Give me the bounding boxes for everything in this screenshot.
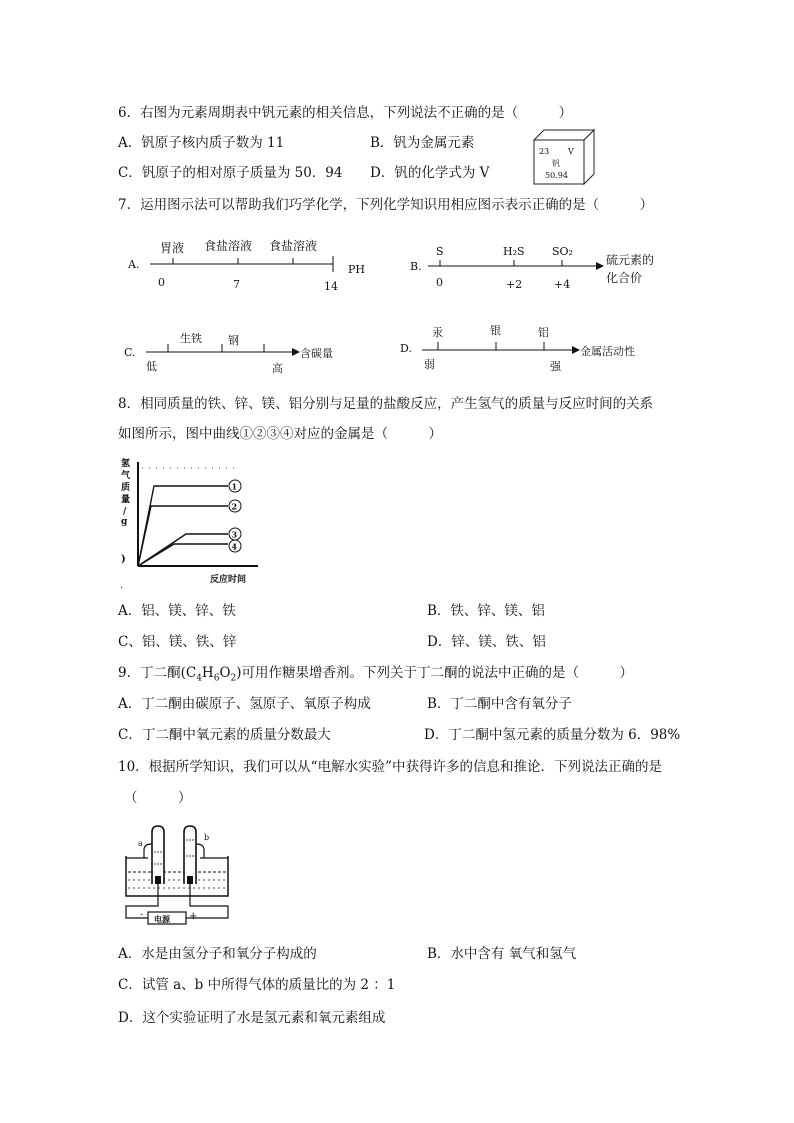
- q8-option-a[interactable]: A．铝、镁、锌、铁: [118, 603, 236, 619]
- q7b-axis-line1: 硫元素的: [606, 253, 655, 267]
- q6-option-d[interactable]: D．钒的化学式为 V: [370, 165, 490, 181]
- q7a-tick-14: 14: [324, 280, 338, 293]
- q9-h: H: [201, 665, 214, 681]
- q9-stem-post: )可用作糖果增香剂。下列关于丁二酮的说法中正确的是（ ）: [236, 665, 634, 681]
- q8-xlabel: 反应时间: [210, 575, 247, 585]
- q7b-letter: B.: [410, 260, 422, 273]
- q8-option-d[interactable]: D．锌、镁、铁、铝: [427, 634, 546, 650]
- q7-diagram-c[interactable]: [124, 328, 354, 378]
- q8-curve-3-label: 3: [231, 529, 238, 540]
- q7d-label-hg: 汞: [432, 326, 443, 339]
- element-mass: 50.94: [545, 171, 568, 180]
- q7c-end-low: 低: [146, 360, 157, 373]
- q10-stem-line2: （ ）: [124, 790, 192, 806]
- q7b-label-h2s: H₂S: [503, 245, 525, 258]
- q7a-letter: A.: [128, 258, 140, 271]
- q7d-letter: D.: [400, 342, 412, 355]
- q9-sub-o: 2: [230, 673, 237, 684]
- q8-ylabel-5: /: [123, 507, 127, 517]
- q6-option-b[interactable]: B．钒为金属元素: [370, 135, 475, 151]
- q7c-letter: C.: [124, 346, 136, 359]
- q7d-end-weak: 弱: [424, 358, 435, 371]
- q10-stem-line1: 10．根据所学知识，我们可以从“电解水实验”中获得许多的信息和推论．下列说法正确的是: [118, 759, 662, 775]
- q9-o: O: [219, 665, 231, 681]
- q6-stem: 6．右图为元素周期表中钒元素的相关信息，下列说法不正确的是（ ）: [118, 105, 573, 121]
- q9-option-b[interactable]: B．丁二酮中含有氧分子: [427, 696, 572, 712]
- q8-dot: .: [120, 580, 124, 591]
- minus-sign: -: [140, 910, 144, 920]
- q7c-end-high: 高: [272, 362, 283, 375]
- q7-diagram-a[interactable]: [128, 236, 378, 294]
- q8-hydrogen-graph: [118, 452, 278, 592]
- q7-stem: 7．运用图示法可以帮助我们巧学化学，下列化学知识用相应图示表示正确的是（ ）: [118, 197, 654, 213]
- q8-option-b[interactable]: B．铁、锌、镁、铝: [427, 603, 545, 619]
- q8-ylabel-2: 气: [121, 471, 131, 481]
- q10-option-d[interactable]: D．这个实验证明了水是氢元素和氧元素组成: [118, 1010, 386, 1026]
- q7a-label-1: 胃液: [160, 241, 185, 255]
- q8-curve-1-label: 1: [231, 481, 238, 492]
- q9-sub-c: 4: [196, 673, 202, 684]
- q7b-tick-4: +4: [554, 278, 571, 291]
- q7b-tick-0: 0: [436, 276, 443, 289]
- q7b-tick-2: +2: [506, 278, 523, 291]
- plus-sign: +: [189, 911, 198, 922]
- q8-ylabel-1: 氢: [121, 459, 131, 469]
- q7d-axis-label: 金属活动性: [580, 345, 635, 358]
- q7a-axis-label: PH: [348, 263, 365, 276]
- q8-ylabel-4: 量: [121, 495, 131, 505]
- q8-stem-line1: 8．相同质量的铁、锌、镁、铝分别与足量的盐酸反应，产生氢气的质量与反应时间的关系: [118, 396, 654, 412]
- q7a-label-3: 食盐溶液: [269, 239, 318, 253]
- q9-option-d[interactable]: D．丁二酮中氢元素的质量分数为 6．98%: [424, 727, 681, 743]
- q10-electrolysis-apparatus: [118, 822, 238, 932]
- element-symbol: V: [568, 147, 574, 156]
- q7c-label-pigiron: 生铁: [180, 332, 202, 345]
- q10-option-c[interactable]: C．试管 a、b 中所得气体的质量比的为 2 ：1: [118, 977, 396, 993]
- q7d-label-al: 铝: [538, 326, 549, 339]
- q9-sub-h: 6: [213, 673, 220, 684]
- element-name: 钒: [552, 159, 560, 168]
- q7a-tick-7: 7: [233, 278, 240, 291]
- q7a-tick-0: 0: [158, 276, 165, 289]
- q8-origin-mark: ): [121, 554, 126, 565]
- vanadium-element-card: [530, 128, 600, 188]
- q8-option-c[interactable]: C、铝、镁、铁、锌: [118, 634, 237, 650]
- q7-diagram-d[interactable]: [400, 322, 660, 378]
- q7d-label-ag: 银: [490, 324, 501, 337]
- q7b-label-so2: SO₂: [552, 245, 573, 258]
- q7b-label-s: S: [436, 245, 444, 258]
- q10-option-a[interactable]: A．水是由氢分子和氧分子构成的: [118, 946, 317, 962]
- power-source-label: 电源: [154, 914, 170, 924]
- q8-stem-line2: 如图所示，图中曲线①②③④对应的金属是（ ）: [118, 426, 442, 442]
- q7c-label-steel: 钢: [228, 334, 239, 347]
- q7d-end-strong: 强: [550, 360, 561, 373]
- q7b-axis-line2: 化合价: [606, 271, 643, 285]
- tube-a-label: a: [138, 839, 143, 848]
- q7c-axis-label: 含碳量: [300, 347, 333, 360]
- q9-stem: [118, 664, 633, 688]
- q8-ylabel-6: g: [121, 517, 128, 527]
- q9-option-a[interactable]: A．丁二酮由碳原子、氢原子、氧原子构成: [118, 696, 371, 712]
- element-number: 23: [539, 147, 550, 156]
- q9-option-c[interactable]: C．丁二酮中氧元素的质量分数最大: [118, 727, 331, 743]
- tube-b-label: b: [204, 833, 210, 842]
- q7-diagram-b[interactable]: [410, 240, 670, 294]
- q8-curve-4-label: 4: [231, 541, 238, 552]
- q10-option-b[interactable]: B．水中含有 氧气和氢气: [427, 946, 577, 962]
- q9-stem-pre: 9．丁二酮(C: [118, 665, 197, 681]
- q6-option-c[interactable]: C．钒原子的相对原子质量为 50．94: [118, 165, 343, 181]
- q7a-label-2: 食盐溶液: [204, 239, 253, 253]
- q8-curve-2-label: 2: [231, 501, 238, 512]
- q6-option-a[interactable]: A．钒原子核内质子数为 11: [118, 135, 285, 151]
- q8-ylabel-3: 质: [121, 483, 131, 493]
